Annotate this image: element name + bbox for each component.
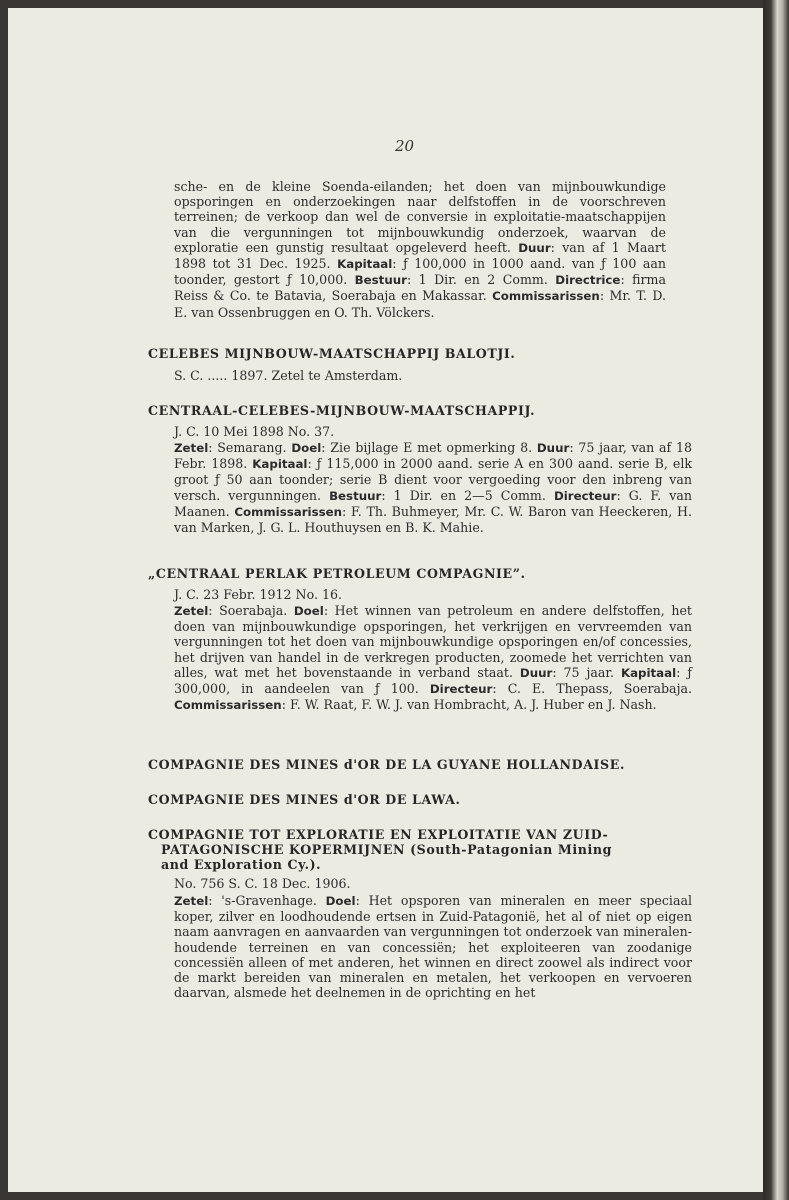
heading-zuid-patagonie-line1: COMPAGNIE TOT EXPLORATIE EN EXPLOITATIE VAN ZUID- [148, 827, 609, 842]
heading-balotji: CELEBES MIJNBOUW-MAATSCHAPPIJ BALOTJI. [148, 346, 516, 361]
entry-centraal-celebes-body: Zetel: Semarang. Doel: Zie bijlage E met opmerking 8. Duur: 75 jaar, van af 18 Febr. 1898. Kapitaal: ƒ 115,000 in 2000 aand. serie A en 300 aand. serie B, elk groot ƒ 50 aan toonder; serie B dient voor vergoeding voor den inbreng van versch. vergunningen. Bestuur: 1 Dir. en 2—5 Comm. Directeur: G. F. van Maanen. Commissarissen: F. Th. Buhmeyer, Mr. C. W. Baron van Heeckeren, H. van Marken, J. G. L. Houthuysen en B. K. Mahie. [174, 440, 693, 536]
page-number: 20 [395, 137, 415, 155]
heading-guyane: COMPAGNIE DES MINES d'OR DE LA GUYANE HOLLANDAISE. [148, 757, 625, 772]
heading-zuid-patagonie-line2: PATAGONISCHE KOPERMIJNEN (South-Patagonian Mining [161, 842, 613, 857]
entry-centraal-perlak-info: J. C. 23 Febr. 1912 No. 16. [174, 587, 342, 602]
entry-centraal-perlak-body: Zetel: Soerabaja. Doel: Het winnen van petroleum en andere delfstoffen, het doen van mijnbouwkundige opsporingen, het verkrijgen en vervreemden van vergunningen tot het doen van mijnbouwkundige opsporingen en/of concessies, het drijven van handel in de verkregen producten, zoomede het verrichten van alles, wat met het bovenstaande in verband staat. Duur: 75 jaar. Kapitaal: ƒ 300,000, in aandeelen van ƒ 100. Directeur: C. E. Thepass, Soerabaja. Commissarissen: F. W. Raat, F. W. J. van Hombracht, A. J. Huber en J. Nash. [174, 603, 692, 713]
heading-centraal-perlak: „CENTRAAL PERLAK PETROLEUM COMPAGNIE”. [148, 566, 526, 581]
label-directrice: Directrice [555, 273, 621, 288]
heading-centraal-celebes: CENTRAAL-CELEBES-MIJNBOUW-MAATSCHAPPIJ. [148, 403, 536, 418]
entry-zuid-patagonie-info: No. 756 S. C. 18 Dec. 1906. [174, 876, 351, 891]
label-commissarissen: Commissarissen [492, 289, 600, 304]
label-kapitaal: Kapitaal [337, 257, 393, 272]
book-spine [763, 0, 789, 1200]
entry-centraal-celebes-info: J. C. 10 Mei 1898 No. 37. [174, 424, 335, 439]
label-duur: Duur [518, 240, 551, 255]
entry-zuid-patagonie-body: Zetel: 's-Gravenhage. Doel: Het opsporen van mineralen en meer speciaal koper, zilver en loodhoudende ertsen in Zuid-Patagonië, het al of niet op eigen naam aanvragen en aanvaarden van vergunningen tot onderzoek van mineralen-houdende terreinen en van concessiën; het exploiteeren van zoodanige concessiën alleen of met anderen, het winnen en direct zoowel als indirect voor de markt bereiden van mineralen en metalen, het verkoopen en vervoeren daarvan, alsmede het deelnemen in de oprichting en het [174, 893, 692, 1001]
label-bestuur: Bestuur [354, 273, 407, 288]
heading-zuid-patagonie-line3: and Exploration Cy.). [161, 857, 322, 872]
entry-balotji-info: S. C. ..... 1897. Zetel te Amsterdam. [174, 368, 403, 383]
heading-lawa: COMPAGNIE DES MINES d'OR DE LAWA. [148, 792, 461, 807]
continuation-paragraph: sche- en de kleine Soenda-eilanden; het doen van mijnbouwkundige opsporingen en onderzoekingen naar delfstoffen in de voorschreven terreinen; de verkoop dan wel de conversie in exploitatie-maatschappijen van die vergunningen tot mijnbouwkundig onderzoek, waarvan de exploratie een gunstig resultaat opgeleverd heeft. Duur: van af 1 Maart 1898 tot 31 Dec. 1925. Kapitaal: ƒ 100,000 in 1000 aand. van ƒ 100 aan toonder, gestort ƒ 10,000. Bestuur: 1 Dir. en 2 Comm. Directrice: firma Reiss & Co. te Batavia, Soerabaja en Makassar. Commissarissen: Mr. T. D. E. van Ossenbruggen en O. Th. Völckers. [174, 179, 666, 320]
